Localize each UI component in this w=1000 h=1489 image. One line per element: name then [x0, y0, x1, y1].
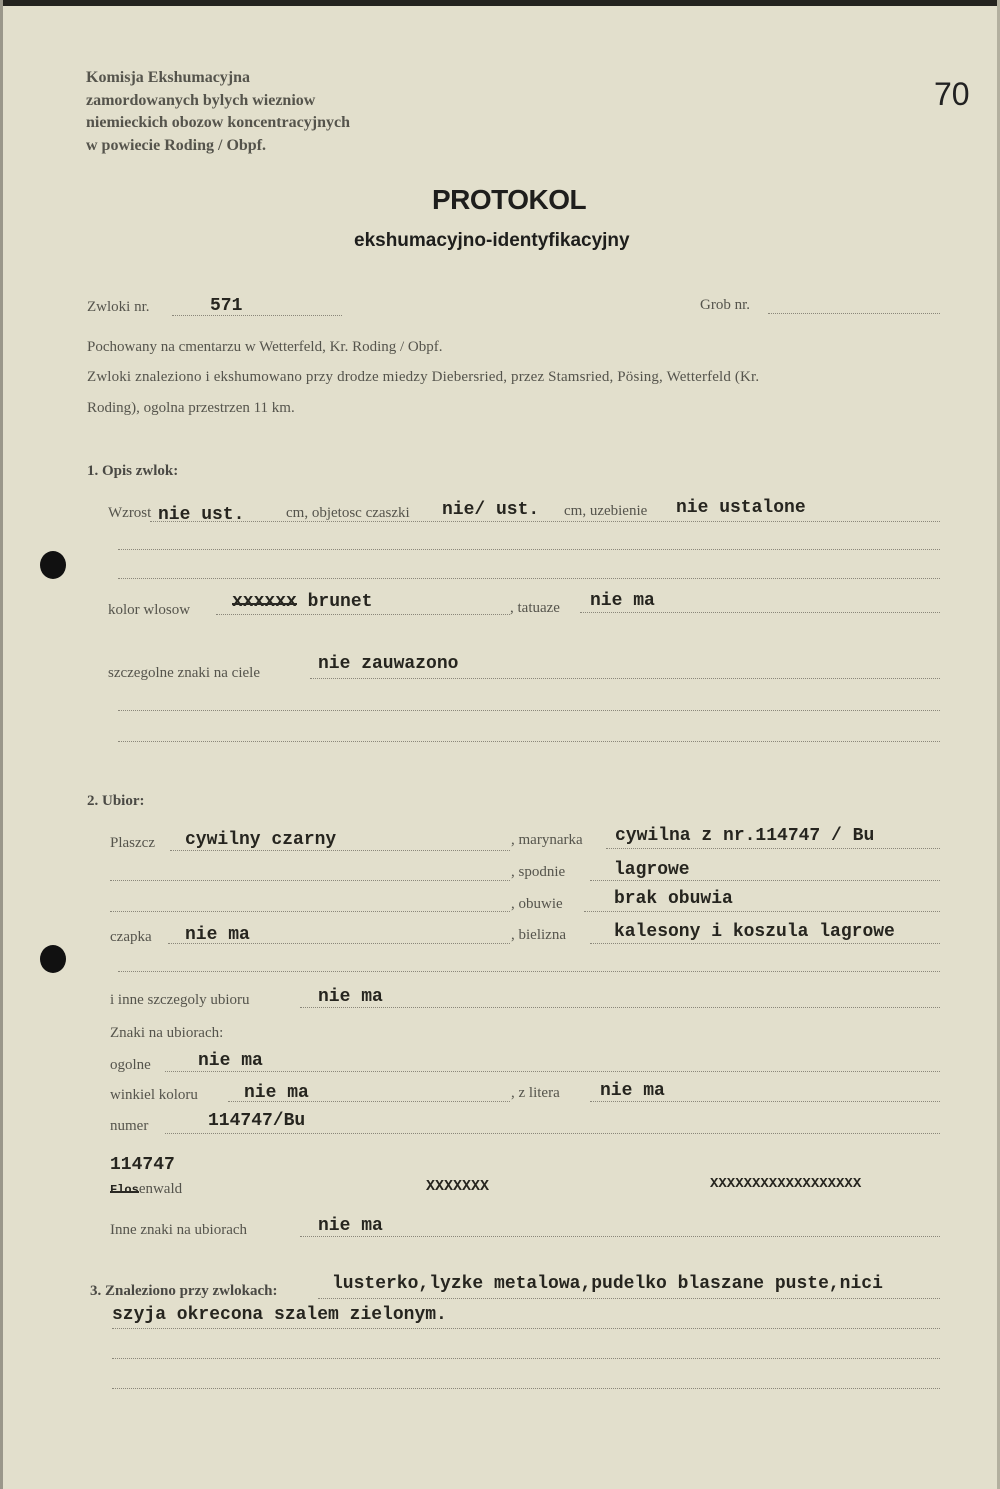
tatuaze-label: , tatuaze — [510, 600, 560, 616]
ogolne-value: nie ma — [198, 1051, 263, 1071]
header-line-4: w powiecie Roding / Obpf. — [86, 136, 267, 154]
scan-left-edge — [0, 0, 3, 1489]
camp-prefix-struck: Flos — [110, 1183, 139, 1197]
czaszka-value: nie/ ust. — [442, 500, 540, 520]
punch-hole-lower — [40, 945, 66, 973]
blank-line-3 — [118, 710, 940, 711]
winkiel-line — [228, 1101, 510, 1102]
header-line-1: Komisja Ekshumacyjna — [86, 69, 251, 86]
page-number: 70 — [934, 76, 970, 112]
bielizna-label: , bielizna — [511, 927, 566, 943]
grob-label: Grob nr. — [700, 297, 750, 313]
inne-znaki-line — [300, 1236, 940, 1237]
section-3-heading: 3. Znaleziono przy zwlokach: — [90, 1283, 278, 1299]
punch-hole-upper — [40, 551, 66, 579]
czapka-label: czapka — [110, 929, 152, 945]
scan-top-edge — [0, 0, 1000, 6]
znaki-ciele-label: szczegolne znaki na ciele — [108, 665, 260, 681]
bielizna-value: kalesony i koszula lagrowe — [614, 922, 895, 942]
marynarka-value: cywilna z nr.114747 / Bu — [615, 826, 875, 846]
plaszcz-value: cywilny czarny — [185, 830, 337, 850]
blank-line-5 — [110, 880, 510, 881]
blank-line-4 — [118, 741, 940, 742]
header-line-2: zamordowanych bylych wiezniow — [86, 91, 316, 109]
cm-objetosc-label: cm, objetosc czaszki — [286, 505, 410, 521]
czapka-value: nie ma — [185, 925, 250, 945]
bielizna-line — [590, 943, 940, 944]
struck-right: XXXXXXXXXXXXXXXXXX — [710, 1176, 862, 1192]
winkiel-label: winkiel koloru — [110, 1087, 198, 1103]
blank-line-2 — [118, 578, 940, 579]
litera-line — [590, 1101, 940, 1102]
header-line-3: niemieckich obozow koncentracyjnych — [86, 114, 350, 131]
uzebienie-value: nie ustalone — [676, 498, 806, 518]
blank-line-1 — [118, 549, 940, 550]
section-3-line-3 — [112, 1358, 940, 1359]
wzrost-label: Wzrost — [108, 505, 152, 521]
plaszcz-label: Plaszcz — [110, 835, 155, 851]
document-title: PROTOKOL — [432, 184, 587, 215]
ogolne-line — [165, 1071, 940, 1072]
section-3-line-4 — [112, 1388, 940, 1389]
inne-szczegoly-value: nie ma — [318, 987, 383, 1007]
tatuaze-line — [580, 612, 940, 613]
znaki-ciele-value: nie zauwazono — [318, 654, 459, 674]
numer-line — [165, 1133, 940, 1134]
ogolne-label: ogolne — [110, 1057, 151, 1073]
znaki-ciele-line — [310, 678, 940, 679]
blank-line-7 — [118, 971, 940, 972]
marynarka-line — [606, 848, 940, 849]
marynarka-label: , marynarka — [511, 832, 583, 848]
znaleziono-text-1: Zwloki znaleziono i ekshumowano przy drodze miedzy Diebersried, przez Stamsried, Pösing, Wetterfeld (Kr. — [87, 369, 760, 385]
wlosy-struck: xxxxxx — [232, 592, 297, 612]
inne-szczegoly-line — [300, 1007, 940, 1008]
wlosy-label: kolor wlosow — [108, 602, 191, 618]
litera-label: , z litera — [511, 1085, 560, 1101]
wlosy-field — [232, 592, 372, 612]
znaleziono-line-2: szyja okrecona szalem zielonym. — [112, 1305, 447, 1325]
obuwie-value: brak obuwia — [614, 889, 733, 909]
commission-header — [86, 67, 350, 157]
section-1-heading: 1. Opis zwlok: — [87, 463, 179, 479]
zwloki-line — [172, 315, 342, 316]
plaszcz-line — [170, 850, 510, 851]
cm-uzebienie-label: cm, uzebienie — [564, 503, 648, 519]
znaleziono-text-2: Roding), ogolna przestrzen 11 km. — [87, 400, 295, 416]
zwloki-label: Zwloki nr. — [87, 299, 150, 315]
extra-number: 114747 — [110, 1155, 175, 1175]
section-2-heading: 2. Ubior: — [87, 793, 145, 809]
numer-value: 114747/Bu — [208, 1111, 306, 1131]
grob-line — [768, 313, 940, 314]
inne-znaki-value: nie ma — [318, 1216, 383, 1236]
numer-label: numer — [110, 1118, 149, 1134]
document-subtitle: ekshumacyjno-identyfikacyjny — [354, 230, 630, 251]
pochowany-text: Pochowany na cmentarzu w Wetterfeld, Kr. Roding / Obpf. — [87, 339, 443, 355]
camp-name — [110, 1181, 182, 1198]
zwloki-number: 571 — [210, 296, 243, 316]
camp-suffix: enwald — [138, 1181, 183, 1197]
litera-value: nie ma — [600, 1081, 665, 1101]
inne-szczegoly-label: i inne szczegoly ubioru — [110, 992, 250, 1008]
obuwie-label: , obuwie — [511, 896, 563, 912]
spodnie-label: , spodnie — [511, 864, 566, 880]
wlosy-line — [216, 614, 510, 615]
spodnie-line — [590, 880, 940, 881]
wzrost-line — [150, 521, 940, 522]
inne-znaki-label: Inne znaki na ubiorach — [110, 1222, 248, 1238]
winkiel-value: nie ma — [244, 1083, 309, 1103]
tatuaze-value: nie ma — [590, 591, 655, 611]
struck-middle: XXXXXXX — [426, 1178, 490, 1195]
spodnie-value: lagrowe — [614, 860, 690, 880]
section-3-line-1 — [318, 1298, 940, 1299]
czapka-line — [168, 943, 510, 944]
blank-line-6 — [110, 911, 510, 912]
wzrost-value: nie ust. — [158, 505, 245, 525]
section-3-line-2 — [112, 1328, 940, 1329]
znaki-ubiorach-heading: Znaki na ubiorach: — [110, 1025, 224, 1041]
obuwie-line — [584, 911, 940, 912]
wlosy-value: brunet — [307, 592, 373, 612]
znaleziono-line-1: lusterko,lyzke metalowa,pudelko blaszane puste,nici — [332, 1274, 883, 1294]
